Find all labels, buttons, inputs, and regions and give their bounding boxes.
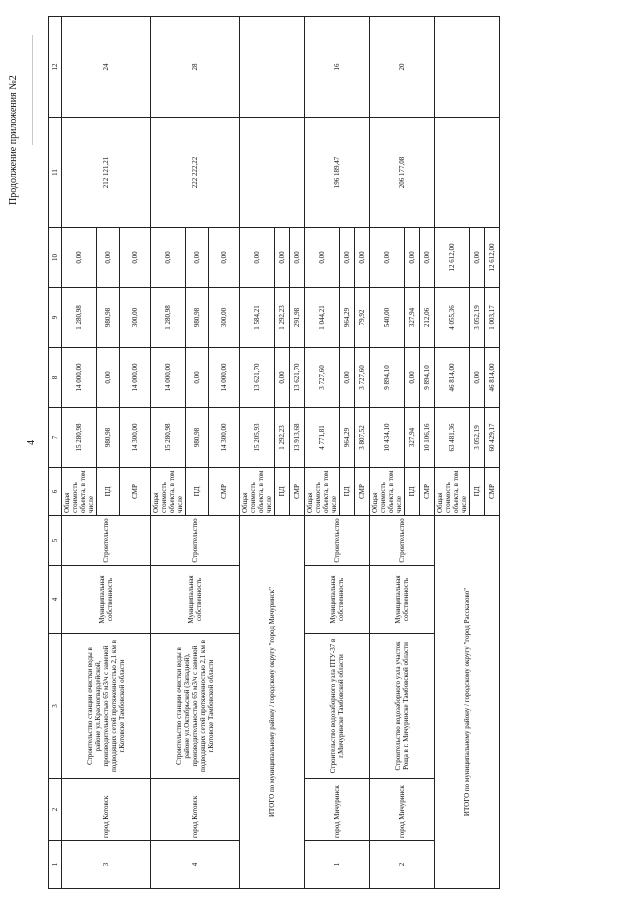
appendix-title: Продолжение приложения №2	[8, 75, 19, 205]
value-cell: 3 727,60	[355, 348, 370, 408]
value-cell: 3 727,60	[305, 348, 340, 408]
col-num: 4	[49, 566, 62, 634]
value-cell: 0,00	[420, 228, 435, 288]
value-cell: 0,00	[120, 228, 151, 288]
value-cell: 196 189,47	[305, 118, 370, 228]
cost-label: ПД	[275, 468, 290, 516]
value-cell: 1 292,23	[275, 408, 290, 468]
value-cell: 0,00	[97, 228, 120, 288]
value-cell: 28	[151, 17, 240, 118]
subtotal-row	[435, 17, 470, 889]
value-cell: 0,00	[186, 228, 209, 288]
object-cell: Строительство станции очистки воды в районе ул.Красногвардейской, производительностью 65 м3/ч с заменой подводящих сетей протяженностью 2,1 км в г.Котовске Тамбовской области	[62, 634, 151, 779]
col-num: 7	[49, 408, 62, 468]
cost-label: СМР	[290, 468, 305, 516]
value-cell: 300,00	[120, 288, 151, 348]
value-cell: 1 292,23	[275, 288, 290, 348]
value-cell: 9 894,10	[370, 348, 405, 408]
place-cell: город Котовск	[62, 779, 151, 841]
budget-table	[48, 16, 500, 889]
col-num: 2	[49, 779, 62, 841]
value-cell: 46 814,00	[435, 348, 470, 408]
ownership-cell: Муниципальная собственность	[305, 566, 370, 634]
cost-label: Общая стоимость объекта, в том числе	[305, 468, 340, 516]
col-num: 12	[49, 17, 62, 118]
value-cell: 10 106,16	[420, 408, 435, 468]
value-cell: 14 000,00	[120, 348, 151, 408]
value-cell: 212 121,21	[62, 118, 151, 228]
value-cell: 13 913,68	[290, 408, 305, 468]
value-cell: 327,94	[405, 288, 420, 348]
value-cell: 79,92	[355, 288, 370, 348]
ownership-cell: Муниципальная собственность	[62, 566, 151, 634]
cost-label: ПД	[186, 468, 209, 516]
table-row	[151, 17, 186, 889]
work-cell: Строительство	[151, 516, 240, 566]
value-cell: 327,94	[405, 408, 420, 468]
subtotal-label: ИТОГО по муниципальному району / городскому округу "город Рассказово"	[435, 516, 500, 889]
value-cell: 13 621,70	[240, 348, 275, 408]
work-cell: Строительство	[370, 516, 435, 566]
object-cell: Строительство водозаборного узла ПТУ-37 в г.Мичуринске Тамбовской области	[305, 634, 370, 779]
value-cell: 0,00	[405, 348, 420, 408]
value-cell: 16	[305, 17, 370, 118]
value-cell: 212,06	[420, 288, 435, 348]
work-cell: Строительство	[305, 516, 370, 566]
cost-label: ПД	[405, 468, 420, 516]
value-cell: 12 612,00	[435, 228, 470, 288]
value-cell: 300,00	[209, 288, 240, 348]
value-cell: 10 434,10	[370, 408, 405, 468]
cost-label: Общая стоимость объекта, в том числе	[151, 468, 186, 516]
value-cell: 9 894,10	[420, 348, 435, 408]
value-cell: 0,00	[275, 348, 290, 408]
cost-label: ПД	[97, 468, 120, 516]
ownership-cell: Муниципальная собственность	[151, 566, 240, 634]
value-cell: 4 055,36	[435, 288, 470, 348]
col-num: 11	[49, 118, 62, 228]
table-row	[62, 17, 97, 889]
value-cell: 3 807,52	[355, 408, 370, 468]
value-cell: 15 280,98	[151, 408, 186, 468]
row-number: 2	[370, 841, 435, 889]
value-cell: 0,00	[290, 228, 305, 288]
place-cell: город Котовск	[151, 779, 240, 841]
col-num: 9	[49, 288, 62, 348]
value-cell: 14 300,00	[120, 408, 151, 468]
value-cell: 1 044,21	[305, 288, 340, 348]
faint-line	[32, 35, 33, 145]
value-cell: 291,98	[290, 288, 305, 348]
table-row	[370, 17, 405, 889]
value-cell: 0,00	[62, 228, 97, 288]
value-cell: 24	[62, 17, 151, 118]
value-cell: 206 177,08	[370, 118, 435, 228]
place-cell: город Мичуринск	[305, 779, 370, 841]
cost-label: СМР	[120, 468, 151, 516]
value-cell: 1 584,21	[240, 288, 275, 348]
column-number-row	[49, 17, 62, 889]
value-cell: 980,98	[97, 408, 120, 468]
row-number: 4	[151, 841, 240, 889]
value-cell: 0,00	[470, 348, 485, 408]
value-cell: 222 222,22	[151, 118, 240, 228]
cost-label: СМР	[420, 468, 435, 516]
col-num: 1	[49, 841, 62, 889]
value-cell: 0,00	[275, 228, 290, 288]
col-num: 3	[49, 634, 62, 779]
value-cell: 0,00	[186, 348, 209, 408]
value-cell: 1 280,98	[62, 288, 97, 348]
col-num: 5	[49, 516, 62, 566]
value-cell: 46 814,00	[485, 348, 500, 408]
value-cell: 1 003,17	[485, 288, 500, 348]
value-cell: 60 429,17	[485, 408, 500, 468]
value-cell: 14 000,00	[62, 348, 97, 408]
value-cell: 12 612,00	[485, 228, 500, 288]
subtotal-label: ИТОГО по муниципальному району / городскому округу "город Мичуринск"	[240, 516, 305, 889]
place-cell: город Мичуринск	[370, 779, 435, 841]
value-cell: 15 280,98	[62, 408, 97, 468]
value-cell: 980,98	[97, 288, 120, 348]
value-cell: 14 000,00	[209, 348, 240, 408]
value-cell: 0,00	[405, 228, 420, 288]
value-cell: 0,00	[370, 228, 405, 288]
value-cell: 980,98	[186, 288, 209, 348]
value-cell: 20	[370, 17, 435, 118]
cost-label: СМР	[355, 468, 370, 516]
cost-label: СМР	[485, 468, 500, 516]
value-cell: 1 280,98	[151, 288, 186, 348]
value-cell: 13 621,70	[290, 348, 305, 408]
cost-label: СМР	[209, 468, 240, 516]
object-cell: Строительство водозаборного узла участок Роща в г. Мичуринске Тамбовской области	[370, 634, 435, 779]
value-cell: 0,00	[240, 228, 275, 288]
table-row	[305, 17, 340, 889]
value-cell: 0,00	[340, 348, 355, 408]
subtotal-row	[240, 17, 275, 889]
col-num: 8	[49, 348, 62, 408]
value-cell: 0,00	[151, 228, 186, 288]
cost-label: Общая стоимость объекта, в том числе	[435, 468, 470, 516]
value-cell: 0,00	[470, 228, 485, 288]
cost-label: Общая стоимость объекта, в том числе	[62, 468, 97, 516]
value-cell: 15 205,93	[240, 408, 275, 468]
col-num: 6	[49, 468, 62, 516]
object-cell: Строительство станции очистки воды в районе ул.Октябрьской (Западной), производительностью 65 м3/ч с заменой подводящих сетей протяженностью 2,1 км в г.Котовске Тамбовской области	[151, 634, 240, 779]
value-cell: 0,00	[305, 228, 340, 288]
value-cell: 0,00	[209, 228, 240, 288]
value-cell: 0,00	[97, 348, 120, 408]
value-cell: 964,29	[340, 408, 355, 468]
value-cell: 0,00	[355, 228, 370, 288]
value-cell: 4 771,81	[305, 408, 340, 468]
value-cell: 964,29	[340, 288, 355, 348]
value-cell: 3 052,19	[470, 408, 485, 468]
row-number: 3	[62, 841, 151, 889]
row-number: 1	[305, 841, 370, 889]
value-cell: 63 481,36	[435, 408, 470, 468]
value-cell: 14 300,00	[209, 408, 240, 468]
value-cell: 980,98	[186, 408, 209, 468]
cost-label: ПД	[470, 468, 485, 516]
value-cell: 14 000,00	[151, 348, 186, 408]
page-number: 4	[26, 440, 37, 445]
cost-label: Общая стоимость объекта, в том числе	[370, 468, 405, 516]
work-cell: Строительство	[62, 516, 151, 566]
cost-label: ПД	[340, 468, 355, 516]
value-cell: 0,00	[340, 228, 355, 288]
ownership-cell: Муниципальная собственность	[370, 566, 435, 634]
col-num: 10	[49, 228, 62, 288]
value-cell: 540,00	[370, 288, 405, 348]
value-cell: 3 052,19	[470, 288, 485, 348]
cost-label: Общая стоимость объекта, в том числе	[240, 468, 275, 516]
